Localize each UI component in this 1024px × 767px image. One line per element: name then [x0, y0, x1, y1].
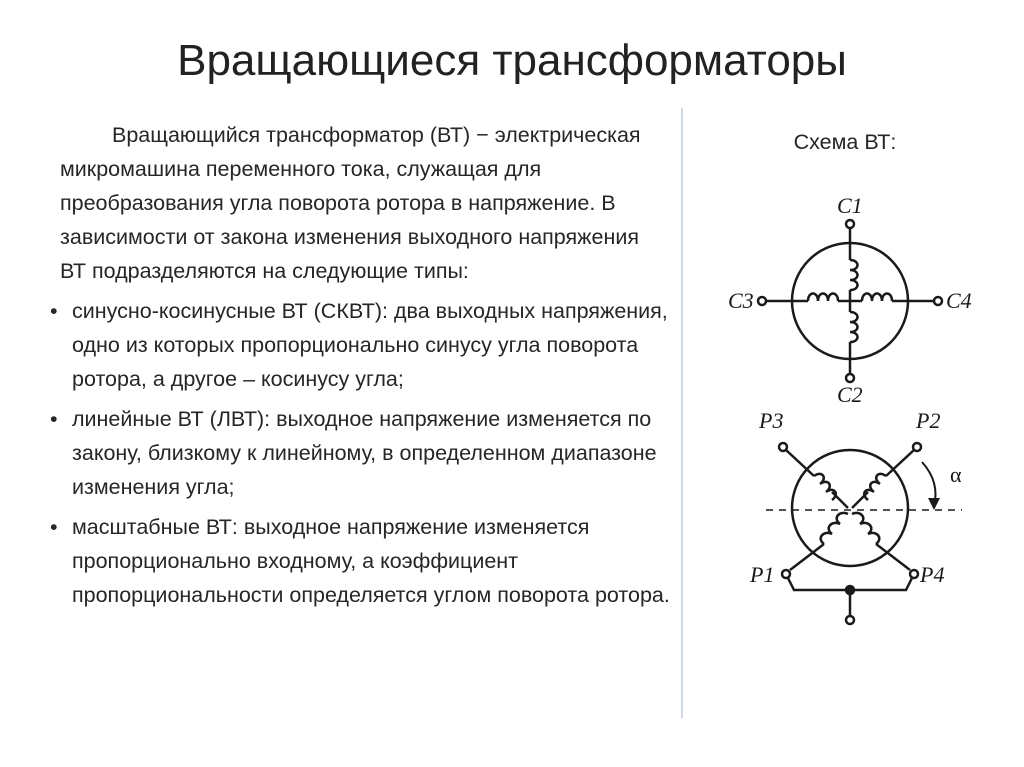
body-text — [60, 118, 670, 612]
stator-coil-left — [808, 294, 838, 302]
label-c2: C2 — [837, 382, 863, 407]
slide-title: Вращающиеся трансформаторы — [177, 36, 847, 85]
label-c3: C3 — [728, 288, 754, 313]
column-divider — [681, 108, 683, 718]
rotary-transformer-diagram — [690, 180, 1010, 640]
stator-coil-right — [862, 294, 892, 302]
label-p3: P3 — [759, 408, 784, 433]
terminal-p2 — [913, 443, 921, 451]
terminal-c4 — [934, 297, 942, 305]
terminal-c2 — [846, 374, 854, 382]
label-p4: P4 — [920, 562, 945, 587]
list-item-skvt: • синусно-косинусные ВТ (СКВТ): два выходных напряжения, одно из которых пропорционально синусу угла поворота ротора, а другое – косинусу угла; — [60, 294, 670, 396]
label-c4: C4 — [946, 288, 972, 313]
rotor-coil-p2 — [864, 474, 886, 500]
label-p1: P1 — [750, 562, 775, 587]
terminal-p4 — [910, 570, 918, 578]
intro-paragraph: Вращающийся трансформатор (ВТ) − электрическая микромашина переменного тока, служащая для преобразования угла поворота ротора в напряжение. В зависимости от закона изменения выходного напряжения ВТ подразделяются на следующие типы: — [60, 123, 641, 283]
stator-coil-upper — [850, 260, 858, 290]
list-item-lvt: • линейные ВТ (ЛВТ): выходное напряжение изменяется по закону, близкому к линейному, в определенном диапазоне изменения угла; — [60, 402, 670, 504]
label-alpha: α — [950, 462, 962, 487]
rotor-coil-p1 — [821, 513, 848, 544]
rotor-coil-p3 — [814, 474, 836, 500]
rotor-circle — [792, 450, 908, 566]
rotor-coil-p4 — [852, 513, 879, 544]
terminal-common — [846, 616, 854, 624]
rotor-tap-dot — [846, 586, 854, 594]
stator-coil-lower — [850, 312, 858, 342]
list-item-scale: • масштабные ВТ: выходное напряжение изменяется пропорционально входному, а коэффициент пропорциональности определяется углом поворота ротора. — [60, 510, 670, 612]
terminal-c3 — [758, 297, 766, 305]
angle-arrowhead — [928, 498, 940, 510]
label-c1: C1 — [837, 193, 863, 218]
terminal-c1 — [846, 220, 854, 228]
label-p2: P2 — [916, 408, 941, 433]
terminal-p3 — [779, 443, 787, 451]
terminal-p1 — [782, 570, 790, 578]
scheme-label: Схема ВТ: — [793, 130, 897, 154]
types-list — [60, 294, 670, 612]
